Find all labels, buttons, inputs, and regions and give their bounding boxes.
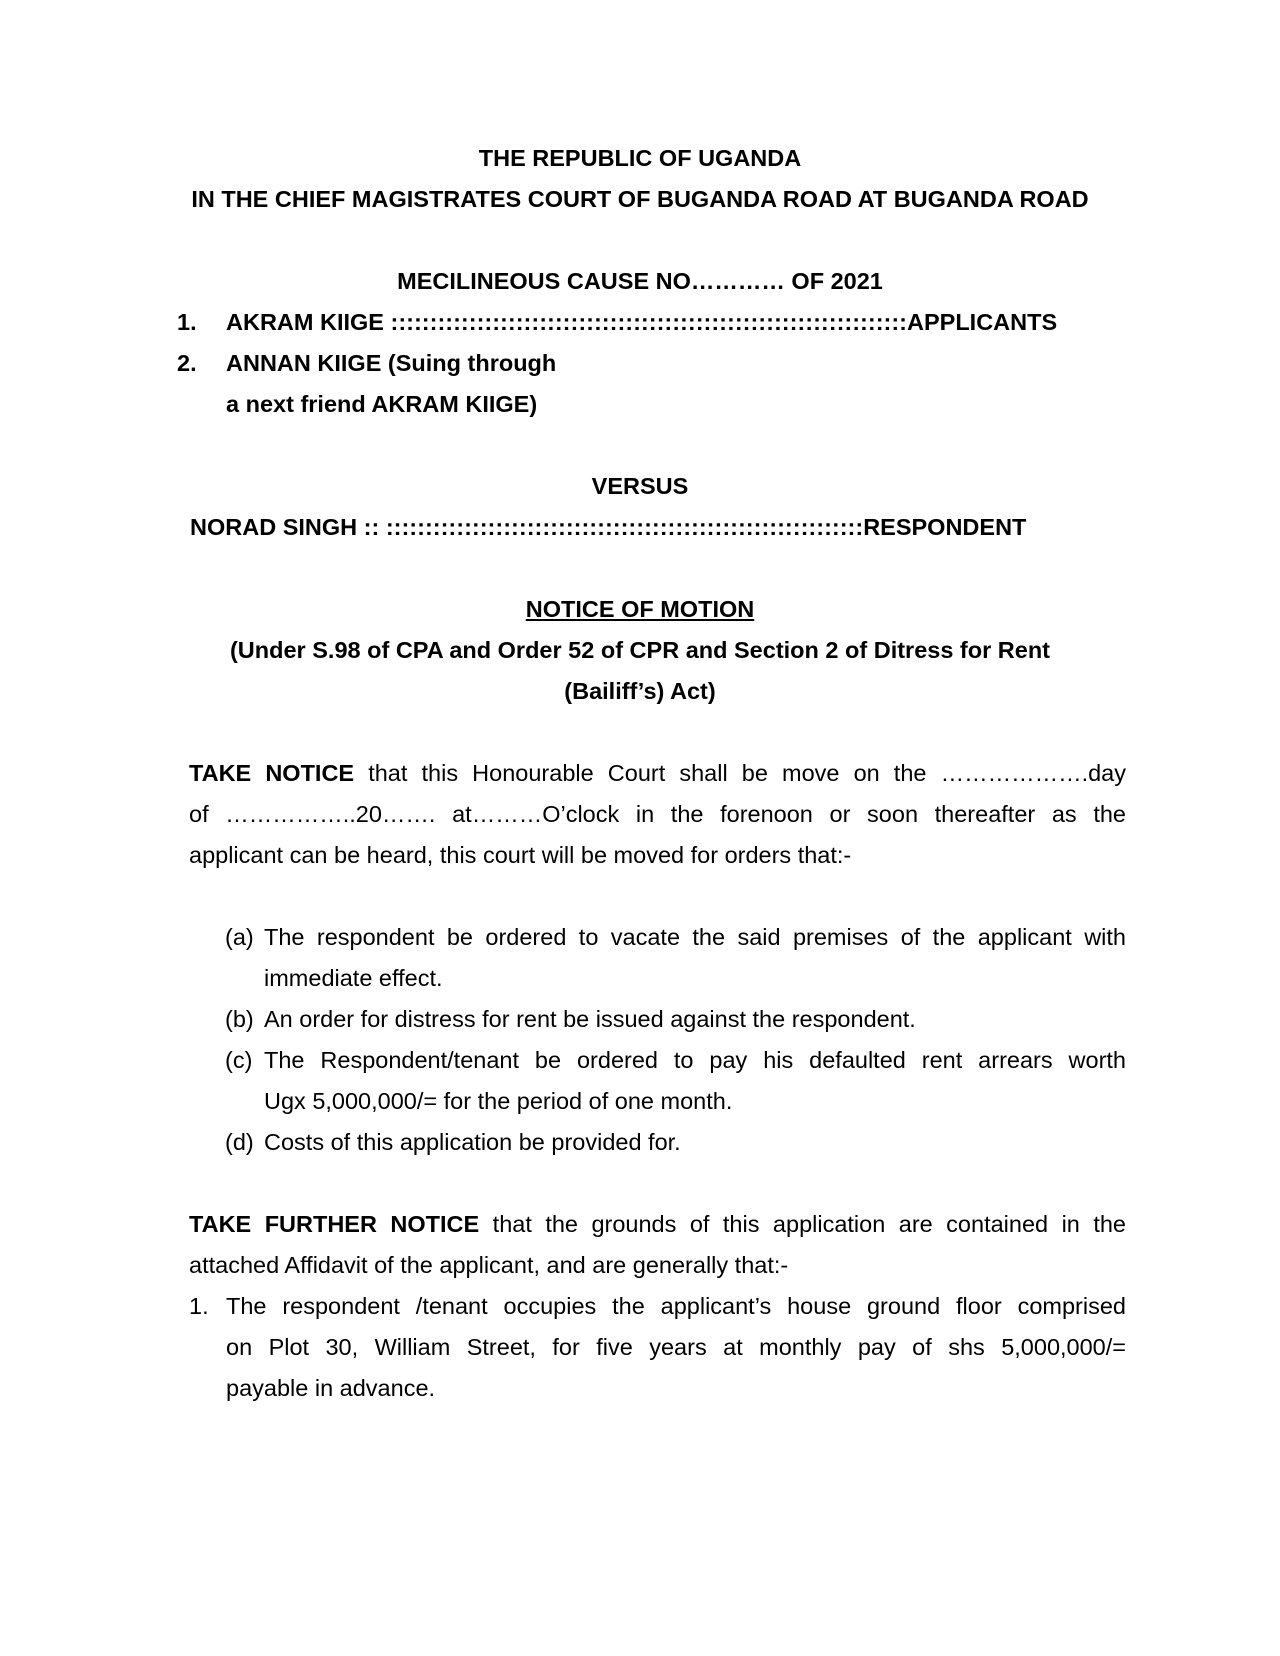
motion-title-text: NOTICE OF MOTION: [525, 596, 755, 622]
versus-heading: VERSUS: [591, 473, 689, 499]
order-d-line-1: Costs of this application be provided for.: [264, 1129, 681, 1155]
applicant-1-line: AKRAM KIIGE ::::::::::::::::::::::::::::::::::::::::::::::::::::::::::::::::::APPLICANTS: [226, 309, 1058, 335]
notice-line-3: applicant can be heard, this court will be moved for orders that:-: [189, 842, 852, 868]
order-b-line-1: An order for distress for rent be issued against the respondent.: [264, 1006, 916, 1032]
order-a-line-1: The respondent be ordered to vacate the said premises of the applicant with: [264, 924, 1126, 950]
order-a-label: (a): [225, 924, 254, 950]
applicant-2-line: ANNAN KIIGE (Suing through: [226, 350, 557, 376]
further-line-2: attached Affidavit of the applicant, and are generally that:-: [189, 1252, 789, 1278]
respondent-line: NORAD SINGH :: :::::::::::::::::::::::::::::::::::::::::::::::::::::::::::::RESPONDENT: [190, 514, 1027, 540]
republic-heading: THE REPUBLIC OF UGANDA: [478, 145, 802, 171]
ground-1-number: 1.: [189, 1293, 209, 1319]
order-c-label: (c): [225, 1047, 253, 1073]
notice-line-1-text: that this Honourable Court shall be move on the ……………….day: [354, 760, 1126, 786]
further-line-1: [189, 1209, 1126, 1239]
court-heading: IN THE CHIEF MAGISTRATES COURT OF BUGANDA ROAD AT BUGANDA ROAD: [191, 186, 1089, 212]
further-line-1-text: that the grounds of this application are contained in the: [479, 1211, 1126, 1237]
notice-line-1: [189, 758, 1126, 788]
applicant-1-number: 1.: [177, 309, 197, 335]
ground-1-line-2: on Plot 30, William Street, for five years at monthly pay of shs 5,000,000/=: [226, 1334, 1126, 1360]
order-c-line-2: Ugx 5,000,000/= for the period of one month.: [264, 1088, 733, 1114]
motion-subtitle-line-1: (Under S.98 of CPA and Order 52 of CPR and Section 2 of Ditress for Rent: [229, 637, 1051, 663]
motion-title: [0, 594, 1280, 624]
order-c-line-1: The Respondent/tenant be ordered to pay his defaulted rent arrears worth: [264, 1047, 1126, 1073]
order-d-label: (d): [225, 1129, 254, 1155]
order-b-label: (b): [225, 1006, 254, 1032]
ground-1-line-1: The respondent /tenant occupies the applicant’s house ground floor comprised: [226, 1293, 1126, 1319]
further-lead: TAKE FURTHER NOTICE: [189, 1211, 480, 1237]
motion-subtitle-line-2: (Bailiff’s) Act): [564, 678, 716, 704]
applicant-2-continuation: a next friend AKRAM KIIGE): [226, 391, 538, 417]
ground-1-line-3: payable in advance.: [226, 1375, 436, 1401]
order-a-line-2: immediate effect.: [264, 965, 443, 991]
cause-number: MECILINEOUS CAUSE NO………… OF 2021: [397, 268, 883, 294]
applicant-2-number: 2.: [177, 350, 197, 376]
notice-lead: TAKE NOTICE: [189, 760, 355, 786]
notice-line-2: of ……………..20……. at………O’clock in the forenoon or soon thereafter as the: [189, 801, 1126, 827]
